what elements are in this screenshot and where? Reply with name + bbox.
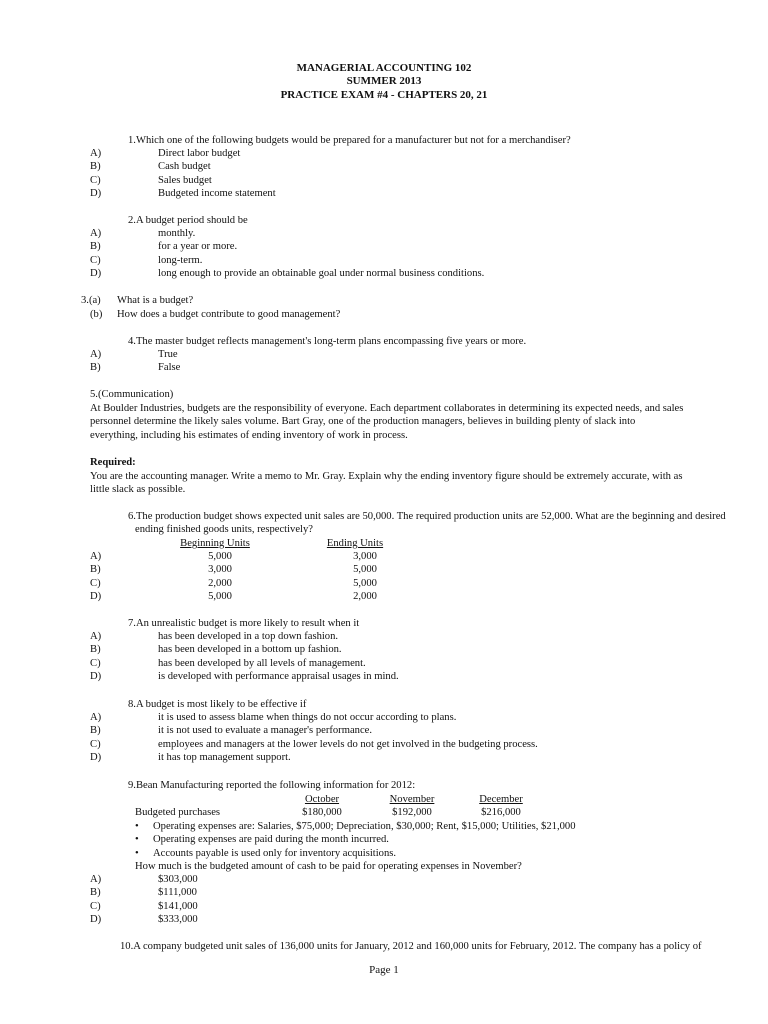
option-label: A) xyxy=(90,148,102,159)
option-text: has been developed by all levels of management. xyxy=(158,657,366,669)
option-text: Budgeted income statement xyxy=(158,188,276,200)
question-6-text-cont: ending finished goods units, respectively? xyxy=(135,524,313,535)
option-text: has been developed in a bottom up fashion. xyxy=(158,644,342,656)
option-label: B) xyxy=(90,725,101,737)
required-text-line: You are the accounting manager. Write a memo to Mr. Gray. Explain why the ending inventory figure should be extremely accurate, with as xyxy=(90,471,683,482)
option-text: it is used to assess blame when things do not occur according to plans. xyxy=(158,712,457,723)
option-text: False xyxy=(158,362,181,374)
question-4-text: 4.The master budget reflects management's long-term plans encompassing five years or more. xyxy=(128,336,527,347)
option-label: A) xyxy=(90,712,102,723)
ending-units-value: 5,000 xyxy=(353,564,377,576)
option-label: D) xyxy=(90,752,102,764)
option-label: D) xyxy=(90,188,102,200)
november-value: $192,000 xyxy=(392,807,432,818)
option-label: A) xyxy=(90,349,102,360)
question-5-heading: 5.(Communication) xyxy=(90,389,174,400)
option-label: B) xyxy=(90,241,101,253)
question-5-paragraph-line: At Boulder Industries, budgets are the responsibility of everyone. Each department collaborates in determining its expected needs, and sales xyxy=(90,403,684,414)
bullet-icon: • xyxy=(135,834,139,846)
column-header-beginning-units: Beginning Units xyxy=(180,538,250,549)
beginning-units-value: 5,000 xyxy=(208,551,232,562)
question-3b-text: How does a budget contribute to good management? xyxy=(117,309,341,320)
option-label: C) xyxy=(90,254,101,266)
option-label: B) xyxy=(90,362,101,374)
month-header-october: October xyxy=(304,794,340,805)
option-text: long enough to provide an obtainable goal under normal business conditions. xyxy=(158,268,485,280)
bullet-icon: • xyxy=(135,847,139,859)
option-label: B) xyxy=(90,161,101,173)
option-label: C) xyxy=(90,657,101,669)
option-label: A) xyxy=(90,631,102,642)
option-label: C) xyxy=(90,174,101,186)
bullet-text: Operating expenses are paid during the month incurred. xyxy=(153,834,389,846)
question-3a-text: What is a budget? xyxy=(117,295,194,306)
option-text: it is not used to evaluate a manager's performance. xyxy=(158,725,372,737)
question-7-text: 7.An unrealistic budget is more likely to result when it xyxy=(128,618,360,629)
column-header-ending-units: Ending Units xyxy=(326,538,384,549)
option-label: D) xyxy=(90,268,102,280)
option-text: has been developed in a top down fashion. xyxy=(158,631,339,642)
bullet-icon: • xyxy=(135,821,139,832)
option-label: A) xyxy=(90,228,102,239)
question-8-text: 8.A budget is most likely to be effective if xyxy=(128,699,307,710)
option-label: A) xyxy=(90,874,102,885)
ending-units-value: 2,000 xyxy=(353,591,377,603)
budgeted-purchases-label: Budgeted purchases xyxy=(135,807,221,818)
month-header-november: November xyxy=(389,794,435,805)
bullet-text: Operating expenses are: Salaries, $75,000; Depreciation, $30,000; Rent, $15,000; Utilities, $21,000 xyxy=(153,821,576,832)
option-label: D) xyxy=(90,591,102,603)
option-text: for a year or more. xyxy=(158,241,238,253)
option-label: B) xyxy=(90,887,101,899)
option-label: D) xyxy=(90,671,102,683)
option-text: long-term. xyxy=(158,254,203,266)
option-text: Sales budget xyxy=(158,174,212,186)
question-9-question: How much is the budgeted amount of cash to be paid for operating expenses in November? xyxy=(135,861,522,872)
option-text: True xyxy=(158,349,178,360)
question-3a-number: 3.(a) xyxy=(81,295,101,306)
option-label: C) xyxy=(90,738,101,750)
option-label: C) xyxy=(90,577,101,589)
question-2-text: 2.A budget period should be xyxy=(128,215,248,226)
beginning-units-value: 2,000 xyxy=(208,577,232,589)
option-text: it has top management support. xyxy=(158,752,291,764)
page-number: Page 1 xyxy=(369,964,399,976)
course-title: MANAGERIAL ACCOUNTING 102 xyxy=(296,62,472,74)
option-label: A) xyxy=(90,551,102,562)
exam-title: PRACTICE EXAM #4 - CHAPTERS 20, 21 xyxy=(280,89,488,101)
option-text: monthly. xyxy=(158,228,196,239)
option-label: D) xyxy=(90,914,102,926)
required-text-line: little slack as possible. xyxy=(90,484,186,495)
option-text: employees and managers at the lower levels do not get involved in the budgeting process. xyxy=(158,738,538,750)
option-label: B) xyxy=(90,564,101,576)
bullet-text: Accounts payable is used only for inventory acquisitions. xyxy=(153,847,397,859)
beginning-units-value: 5,000 xyxy=(208,591,232,603)
question-3b-number: (b) xyxy=(90,309,103,320)
term-title: SUMMER 2013 xyxy=(346,75,422,87)
option-text: $333,000 xyxy=(158,914,198,926)
question-5-paragraph-line: personnel determine the likely sales volume. Bart Gray, one of the production managers, believes in building plenty of slack into xyxy=(90,416,636,427)
month-header-december: December xyxy=(479,794,523,805)
question-6-text: 6.The production budget shows expected unit sales are 50,000. The required production units are 52,000. What are the beginning and desired xyxy=(128,511,726,522)
december-value: $216,000 xyxy=(481,807,521,818)
required-label: Required: xyxy=(90,457,136,468)
question-10-text: 10.A company budgeted unit sales of 136,000 units for January, 2012 and 160,000 units for February, 2012. The company has a policy of xyxy=(120,941,702,952)
option-text: Cash budget xyxy=(158,161,211,173)
beginning-units-value: 3,000 xyxy=(208,564,232,576)
option-text: $111,000 xyxy=(158,887,197,899)
option-text: $303,000 xyxy=(158,874,198,885)
option-text: is developed with performance appraisal usages in mind. xyxy=(158,671,399,683)
option-text: $141,000 xyxy=(158,900,198,912)
ending-units-value: 5,000 xyxy=(353,577,377,589)
october-value: $180,000 xyxy=(302,807,342,818)
question-9-text: 9.Bean Manufacturing reported the following information for 2012: xyxy=(128,780,416,791)
ending-units-value: 3,000 xyxy=(353,551,377,562)
option-text: Direct labor budget xyxy=(158,148,241,159)
question-1-text: 1.Which one of the following budgets would be prepared for a manufacturer but not for a merchandiser? xyxy=(128,135,571,146)
question-5-paragraph-line: everything, including his estimates of ending inventory of work in process. xyxy=(90,430,408,441)
option-label: B) xyxy=(90,644,101,656)
option-label: C) xyxy=(90,900,101,912)
